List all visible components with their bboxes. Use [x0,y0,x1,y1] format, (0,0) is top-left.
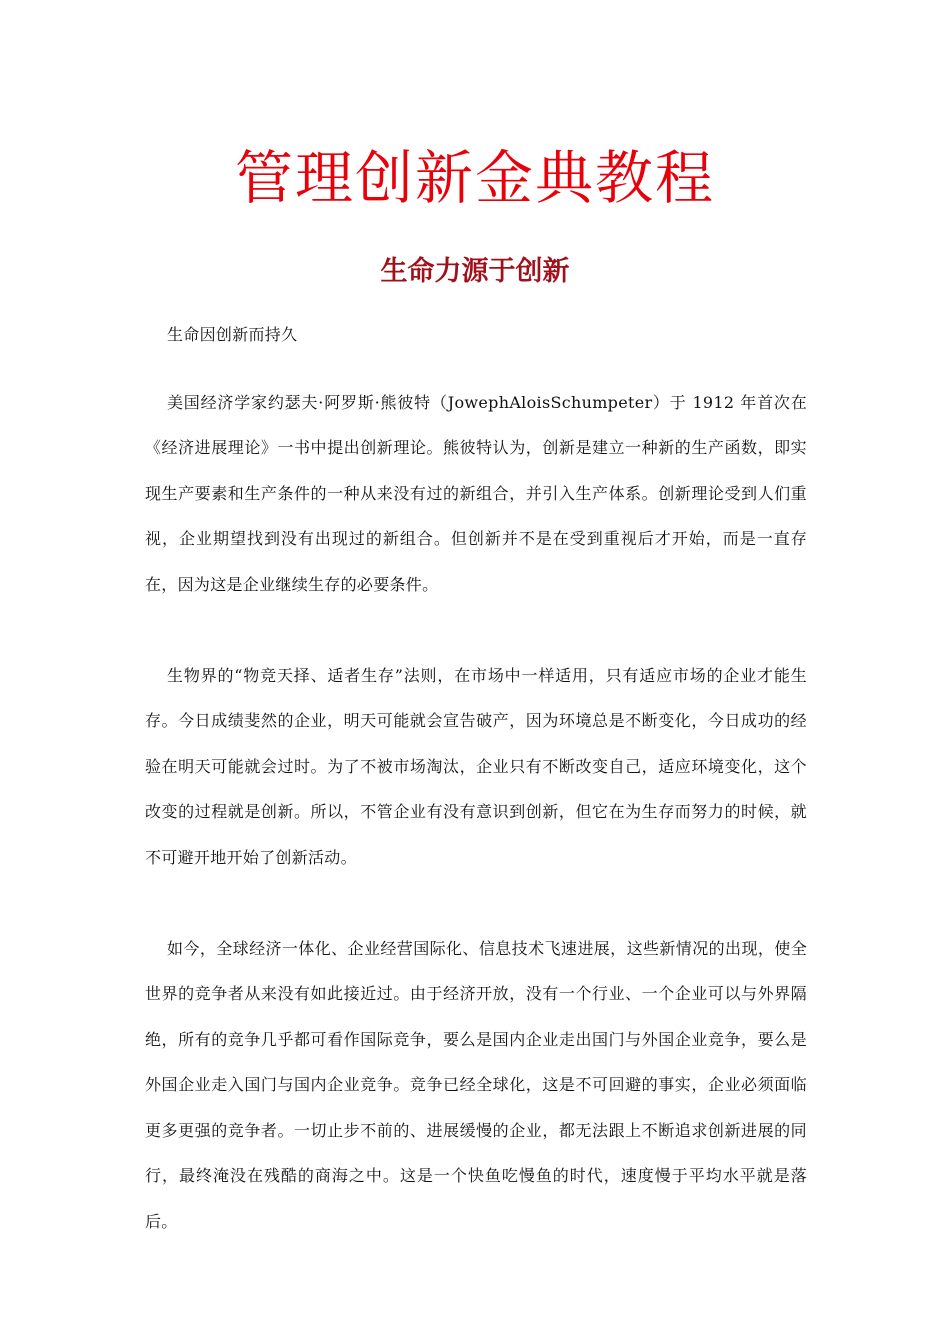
document-body [145,312,807,1290]
subheading: 生命因创新而持久 [167,325,298,344]
document-title: 管理创新金典教程 [234,144,715,212]
section-heading: 生命力源于创新 [380,256,570,287]
paragraph-1: 美国经济学家约瑟夫·阿罗斯·熊彼特（JowephAloisSchumpeter）于 1912 年首次在《经济进展理论》一书中提出创新理论。熊彼特认为，创新是建立一种新的生产函数，即实现生产要素和生产条件的一种从来没有过的新组合，并引入生产体系。创新理论受到人们重视，企业期望找到没有出现过的新组合。但创新并不是在受到重视后才开始，而是一直存在，因为这是企业继续生存的必要条件。 [145,392,807,594]
paragraph-2: 生物界的“物竞天择、适者生存”法则，在市场中一样适用，只有适应市场的企业才能生存。今日成绩斐然的企业，明天可能就会宣告破产，因为环境总是不断变化，今日成功的经验在明天可能就会过时。为了不被市场淘汰，企业只有不断改变自己，适应环境变化，这个改变的过程就是创新。所以，不管企业有没有意识到创新，但它在为生存而努力的时候，就不可避开地开始了创新活动。 [145,665,807,867]
paragraph-3: 如今，全球经济一体化、企业经营国际化、信息技术飞速进展，这些新情况的出现，使全世界的竞争者从来没有如此接近过。由于经济开放，没有一个行业、一个企业可以与外界隔绝，所有的竞争几乎都可看作国际竞争，要么是国内企业走出国门与外国企业竞争，要么是外国企业走入国门与国内企业竞争。竞争已经全球化，这是不可回避的事实，企业必须面临更多更强的竞争者。一切止步不前的、进展缓慢的企业，都无法跟上不断追求创新进展的同行，最终淹没在残酷的商海之中。这是一个快鱼吃慢鱼的时代，速度慢于平均水平就是落后。 [145,938,807,1231]
